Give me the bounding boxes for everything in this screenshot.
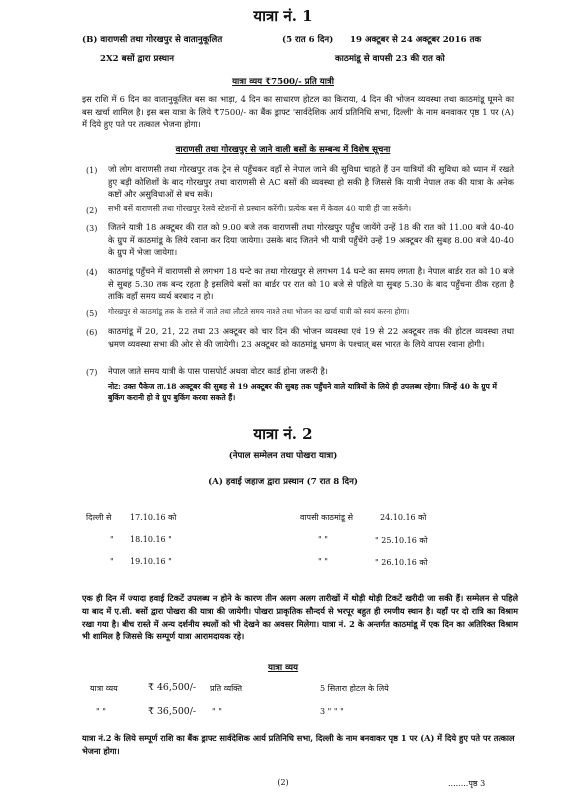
schedule-from-label: " bbox=[110, 535, 114, 544]
schedule-to-label: " " bbox=[318, 535, 328, 544]
trip1-return: काठमांडू से वापसी 23 की रात को bbox=[335, 54, 445, 64]
schedule-from-date: 17.10.16 को bbox=[130, 513, 177, 522]
trip1-bold-note: नोट: उक्त पैकेज ता.18 अक्टूबर की सुबह से 19 अक्टूबर की सुबह तक पहुँचने वाले यात्रियों के लिये ही उपलब्ध रहेगा। जिन्हें 40 के ग्रुप में बुकिंग करानी हो वे ग्रुप बुकिंग करवा सकते हैं। bbox=[108, 382, 497, 403]
trip1-duration: (5 रात 6 दिन) bbox=[282, 35, 334, 45]
trip1-notice-heading: वाराणसी तथा गोरखपुर से जाने वाली बसों के सम्बन्ध में विशेष सूचना bbox=[175, 145, 391, 155]
cost-amount: ₹ 46,500/- bbox=[148, 682, 197, 693]
trip2-footer-paragraph: यात्रा नं.2 के लिये सम्पूर्ण राशि का बैंक ड्राफ्ट सार्वदेशिक आर्य प्रतिनिधि सभा, दिल्ली के नाम बनवाकर पृष्ठ 1 पर (A) में दिये हुए पते पर तत्काल भेजना होगा। bbox=[82, 733, 515, 756]
schedule-to-date: 24.10.16 को bbox=[380, 513, 427, 522]
trip1-title: यात्रा नं. 1 bbox=[253, 7, 313, 25]
note-text: काठमांडू में 20, 21, 22 तथा 23 अक्टूबर को चार दिन की भोजन व्यवस्था एवं 19 से 22 अक्टूबर तक की होटल व्यवस्था तथा भ्रमण व्यवस्था सभा की ओर से की जायेगी। 23 अक्टूबर को काठमांडू भ्रमण के पश्चात् बस भारत के लिये वापस रवाना होगी। bbox=[108, 326, 514, 349]
trip2-mode: (A) हवाई जहाज द्वारा प्रस्थान (7 रात 8 दिन) bbox=[208, 477, 358, 487]
note-num: (5) bbox=[86, 309, 98, 318]
note-num: (2) bbox=[86, 206, 98, 215]
cost-label: यात्रा व्यय bbox=[90, 684, 118, 693]
schedule-to-label: वापसी काठमांडू से bbox=[300, 513, 354, 522]
schedule-from-label: दिल्ली से bbox=[86, 513, 112, 522]
cost-per: प्रति व्यक्ति bbox=[210, 684, 243, 693]
schedule-to-date: " 25.10.16 को bbox=[375, 536, 428, 545]
trip2-cost-heading: यात्रा व्यय bbox=[267, 663, 299, 673]
note-num: (7) bbox=[86, 368, 98, 377]
schedule-from-date: 19.10.16 " bbox=[130, 557, 172, 566]
note-num: (6) bbox=[86, 328, 98, 337]
trip1-cost-paragraph: इस राशि में 6 दिन का वातानुकूलित बस का भाड़ा, 4 दिन का साधारण होटल का किराया, 4 दिन की भोजन व्यवस्था तथा काठमांडू घूमने का बस खर्चा शामिल है। इस बस यात्रा के लिये ₹7500/- का बैंक ड्राफ्ट 'सार्वदेशिक आर्य प्रतिनिधि सभा, दिल्ली' के नाम बनवाकर पृष्ठ 1 पर (A) में दिये हुए पते पर तत्काल भेजना होगा। bbox=[82, 94, 514, 130]
next-page-indicator: ........पृष्ठ 3 bbox=[448, 779, 486, 788]
note-text: गोरखपुर से काठमांडू तक के रास्ते में जाते तथा लौटते समय नाश्ते तथा भोजन का खर्चा यात्री को स्वयं करना होगा। bbox=[108, 307, 410, 316]
trip2-subtitle: (नेपाल सम्मेलन तथा पोखरा यात्रा) bbox=[228, 451, 338, 461]
trip2-paragraph: एक ही दिन में ज्यादा हवाई टिकटें उपलब्ध न होने के कारण तीन अलग अलग तारीखों में थोड़ी थोड़ी टिकटें खरीदी जा सकी हैं। सम्मेलन से पहिले या बाद में ए.सी. बसों द्वारा पोखरा की यात्रा की जायेगी। पोखरा प्राकृतिक सौन्दर्य से भरपूर बहुत ही रमणीय स्थान है। यहाँ पर दो रात्रि का विश्राम रखा गया है। बीच रास्ते में अन्य दर्शनीय स्थलों को भी देखने का अवसर मिलेगा। यात्रा नं. 2 के अन्तर्गत काठमांडू में एक दिन का अतिरिक्त विश्राम भी शामिल है जिससे कि सम्पूर्ण यात्रा आरामदायक रहे। bbox=[82, 593, 518, 642]
note-text: जो लोग वाराणसी तथा गोरखपुर तक ट्रेन से पहुँचकर वहाँ से नेपाल जाने की सुविधा चाहते हैं उन यात्रियों की सुविधा को ध्यान में रखते हुए बड़ी कोशिशों के बाद गोरखपुर तथा वाराणसी से AC बसों की व्यवस्था हो सकी है जिससे कि यात्री नेपाल तक की यात्रा के अनेक कष्टों और असुविधाओं से बच सकें। bbox=[108, 164, 514, 200]
trip1-cost-heading: यात्रा व्यय ₹7500/- प्रति यात्री bbox=[232, 77, 334, 87]
note-text: जितने यात्री 18 अक्टूबर की रात को 9.00 बजे तक वाराणसी तथा गोरखपुर पहुँच जायेंगे उन्हें 18 की रात को 11.00 बजे 40-40 के ग्रुप में काठमांडू के लिये रवाना कर दिया जायेगा। उसके बाद जितने भी यात्री पहुँचेंगे उन्हें 19 अक्टूबर की सुबह 8.00 बजे 40-40 के ग्रुप में भेजा जायेगा। bbox=[108, 222, 514, 258]
cost-amount: ₹ 36,500/- bbox=[148, 706, 197, 717]
note-text: सभी बसें वाराणसी तथा गोरखपुर रेलवे स्टेशनों से प्रस्थान करेंगी। प्रत्येक बस में केवल 40 यात्री ही जा सकेंगे। bbox=[108, 204, 412, 213]
note-num: (3) bbox=[86, 224, 98, 233]
cost-hotel: 3 " " " bbox=[320, 707, 344, 716]
note-num: (1) bbox=[86, 166, 98, 175]
trip1-bus: 2X2 बसों द्वारा प्रस्थान bbox=[100, 54, 175, 64]
cost-per: " " bbox=[212, 707, 222, 716]
schedule-to-date: " 26.10.16 को bbox=[375, 558, 428, 567]
note-text: काठमांडू पहुँचने में वाराणसी से लगभग 18 घन्टे का तथा गोरखपुर से लगभग 14 घन्टे का समय लगता है। नेपाल बार्डर रात को 10 बजे से सुबह 5.30 तक बन्द रहता है इसलिये बसों का बार्डर पर रात को 10 बजे से पहिले या सुबह 5.30 के बाद पहुँचना ठीक रहता है ताकि वहाँ समय व्यर्थ बरबाद न हो। bbox=[108, 266, 514, 302]
trip2-title: यात्रा नं. 2 bbox=[253, 425, 313, 443]
page-number: (2) bbox=[277, 778, 289, 787]
schedule-from-date: 18.10.16 " bbox=[130, 535, 172, 544]
trip1-dates: 19 अक्टूबर से 24 अक्टूबर 2016 तक bbox=[350, 35, 482, 45]
schedule-to-label: " " bbox=[318, 557, 328, 566]
trip1-route: (B) वाराणसी तथा गोरखपुर से वातानुकूलित bbox=[82, 35, 223, 45]
note-text: नेपाल जाते समय यात्री के पास पासपोर्ट अथवा वोटर कार्ड होना जरूरी है। bbox=[108, 366, 328, 376]
note-num: (4) bbox=[86, 268, 98, 277]
cost-hotel: 5 सितारा होटल के लिये bbox=[320, 684, 389, 693]
schedule-from-label: " bbox=[110, 557, 114, 566]
cost-label: " " bbox=[96, 707, 106, 716]
